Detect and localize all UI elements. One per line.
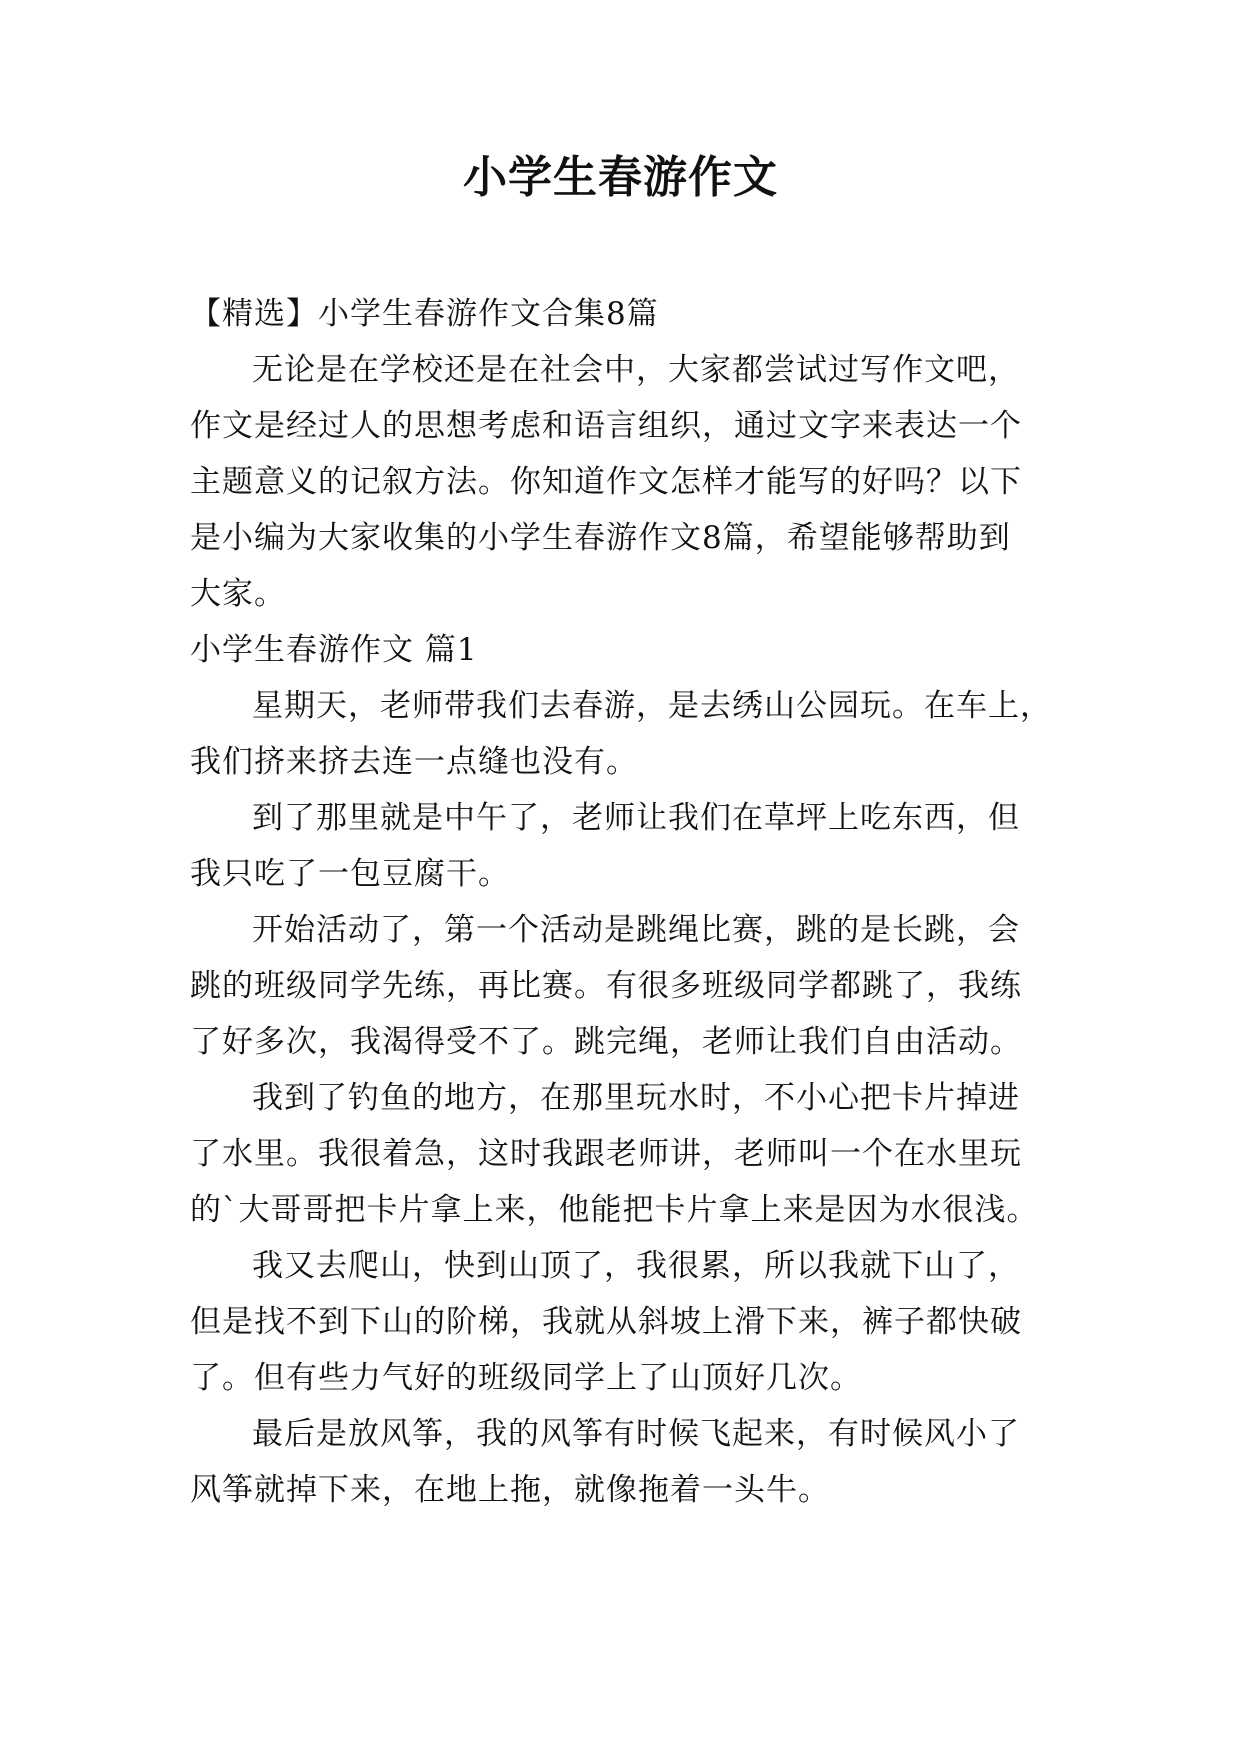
body-paragraph: 开始活动了，第一个活动是跳绳比赛，跳的是长跳，会 跳的班级同学先练，再比赛。有很多班级同学都跳了，我练 了好多次，我渴得受不了。跳完绳，老师让我们自由活动。 — [190, 912, 1022, 1060]
body-paragraph: 我又去爬山，快到山顶了，我很累，所以我就下山了， 但是找不到下山的阶梯，我就从斜坡上滑下来，裤子都快破 了。但有些力气好的班级同学上了山顶好几次。 — [190, 1248, 1022, 1396]
document-body — [190, 286, 1070, 1518]
intro-paragraph: 无论是在学校还是在社会中，大家都尝试过写作文吧， 作文是经过人的思想考虑和语言组织，通过文字来表达一个 主题意义的记叙方法。你知道作文怎样才能写的好吗？以下 是小编为大家收集的小学生春游作文8篇，希望能够帮助到 大家。 — [190, 352, 1022, 612]
document-title: 小学生春游作文 — [463, 152, 778, 203]
body-paragraph: 星期天，老师带我们去春游，是去绣山公园玩。在车上， 我们挤来挤去连一点缝也没有。 — [190, 688, 1052, 780]
body-paragraph: 我到了钓鱼的地方，在那里玩水时，不小心把卡片掉进 了水里。我很着急，这时我跟老师讲，老师叫一个在水里玩 的`大哥哥把卡片拿上来，他能把卡片拿上来是因为水很浅。 — [190, 1080, 1039, 1228]
section-heading: 小学生春游作文 篇1 — [190, 632, 478, 668]
document-subtitle: 【精选】小学生春游作文合集8篇 — [190, 296, 659, 332]
body-paragraph: 最后是放风筝，我的风筝有时候飞起来，有时候风小了 风筝就掉下来，在地上拖，就像拖着一头牛。 — [190, 1416, 1020, 1508]
body-paragraph: 到了那里就是中午了，老师让我们在草坪上吃东西，但 我只吃了一包豆腐干。 — [190, 800, 1020, 892]
